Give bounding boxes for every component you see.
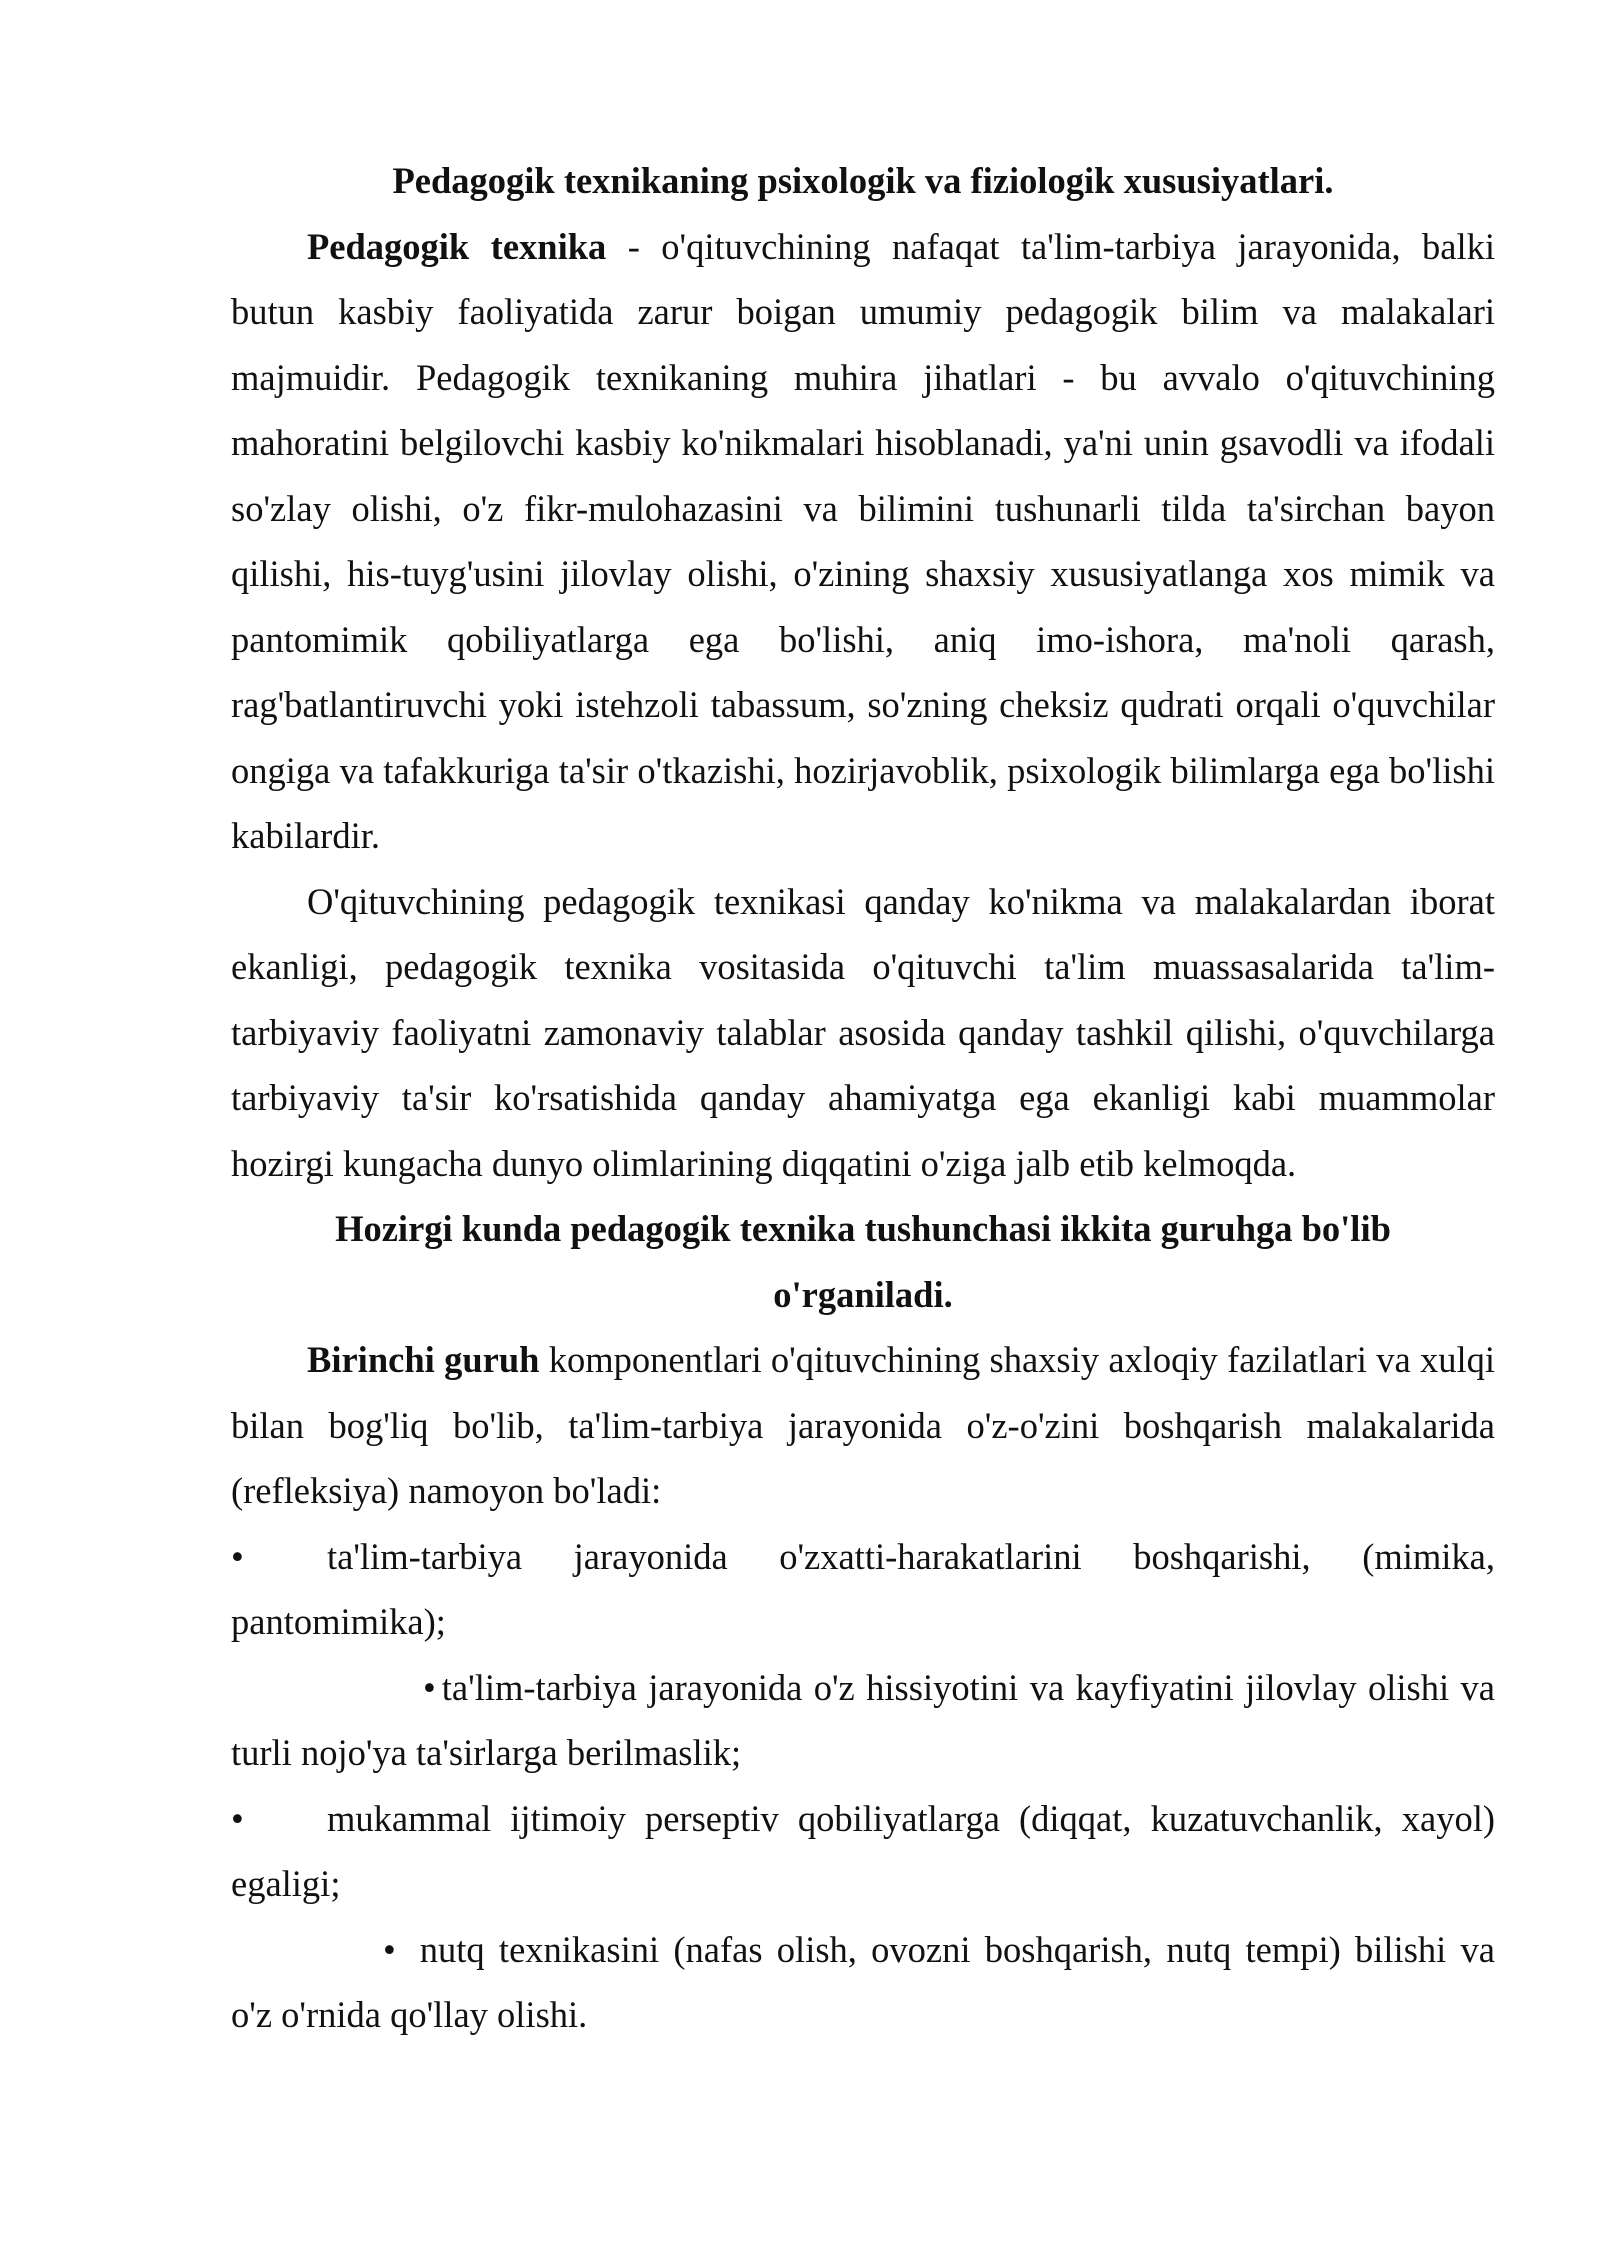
paragraph-problems-text: O'qituvchining pedagogik texnikasi qanday ko'nikma va malakalardan iborat ekanligi, pedagogik texnika vositasida o'qituvchi ta'lim muassasalarida ta'lim-tarbiyaviy faoliyatni zamonaviy talablar asosida qanday tashkil qilishi, o'quvchilarga tarbiyaviy ta'sir ko'rsatishida qanday ahamiyatga ega ekanligi kabi muammolar hozirgi kungacha dunyo olimlarining diqqatini o'ziga jalb etib kelmoqda. — [231, 880, 1495, 1184]
document-body — [231, 148, 1495, 2048]
term-pedagogik-texnika: Pedagogik texnika — [307, 225, 607, 267]
paragraph-problems — [231, 869, 1495, 1197]
page-title: Pedagogik texnikaning psixologik va fiziologik xususiyatlari. — [392, 160, 1334, 201]
section-heading: Hozirgi kunda pedagogik texnika tushunchasi ikkita guruhga bo'lib o'rganiladi. — [335, 1208, 1391, 1315]
list-item-text: ta'lim-tarbiya jarayonida o'zxatti-harakatlarini boshqarishi, (mimika, pantomimika); — [231, 1535, 1495, 1642]
paragraph-definition — [231, 214, 1495, 869]
list-item-text: ta'lim-tarbiya jarayonida o'z hissiyotini va kayfiyatini jilovlay olishi va turli nojo'ya ta'sirlarga berilmaslik; — [231, 1666, 1495, 1773]
list-item — [231, 1917, 1495, 2048]
bullet-icon: • — [231, 1535, 244, 1577]
bullet-icon: • — [231, 1797, 244, 1839]
bullet-icon: • — [383, 1928, 396, 1970]
paragraph-first-group-text: komponentlari o'qituvchining shaxsiy axloqiy fazilatlari va xulqi bilan bog'liq bo'lib, ta'lim-tarbiya jarayonida o'z-o'zini boshqarish malakalarida (refleksiya) namoyon bo'ladi: — [231, 1339, 1495, 1511]
paragraph-definition-text: - o'qituvchining nafaqat ta'lim-tarbiya jarayonida, balki butun kasbiy faoliyatida zarur boigan umumiy pedagogik bilim va malakalari majmuidir. Pedagogik texnikaning muhira jihatlari - bu avvalo o'qituvchining mahoratini belgilovchi kasbiy ko'nikmalari hisoblanadi, ya'ni unin gsavodli va ifodali so'zlay olishi, o'z fikr-mulohazasini va bilimini tushunarli tilda ta'sirchan bayon qilishi, his-tuyg'usini jilovlay olishi, o'zining shaxsiy xususiyatlanga xos mimik va pantomimik qobiliyatlarga ega bo'lishi, aniq imo-ishora, ma'noli qarash, rag'batlantiruvchi yoki istehzoli tabassum, so'zning cheksiz qudrati orqali o'quvchilar ongiga va tafakkuriga ta'sir o'tkazishi, hozirjavoblik, psixologik bilimlarga ega bo'lishi kabilardir. — [231, 225, 1495, 856]
list-item — [231, 1524, 1495, 1655]
paragraph-first-group — [231, 1327, 1495, 1524]
bullet-icon: • — [423, 1666, 436, 1708]
list-item-text: nutq texnikasini (nafas olish, ovozni boshqarish, nutq tempi) bilishi va o'z o'rnida qo'llay olishi. — [231, 1928, 1495, 2035]
term-birinchi-guruh: Birinchi guruh — [307, 1339, 540, 1380]
list-item — [231, 1655, 1495, 1786]
list-item — [231, 1786, 1495, 1917]
list-item-text: mukammal ijtimoiy perseptiv qobiliyatlarga (diqqat, kuzatuvchanlik, xayol) egaligi; — [231, 1797, 1495, 1904]
